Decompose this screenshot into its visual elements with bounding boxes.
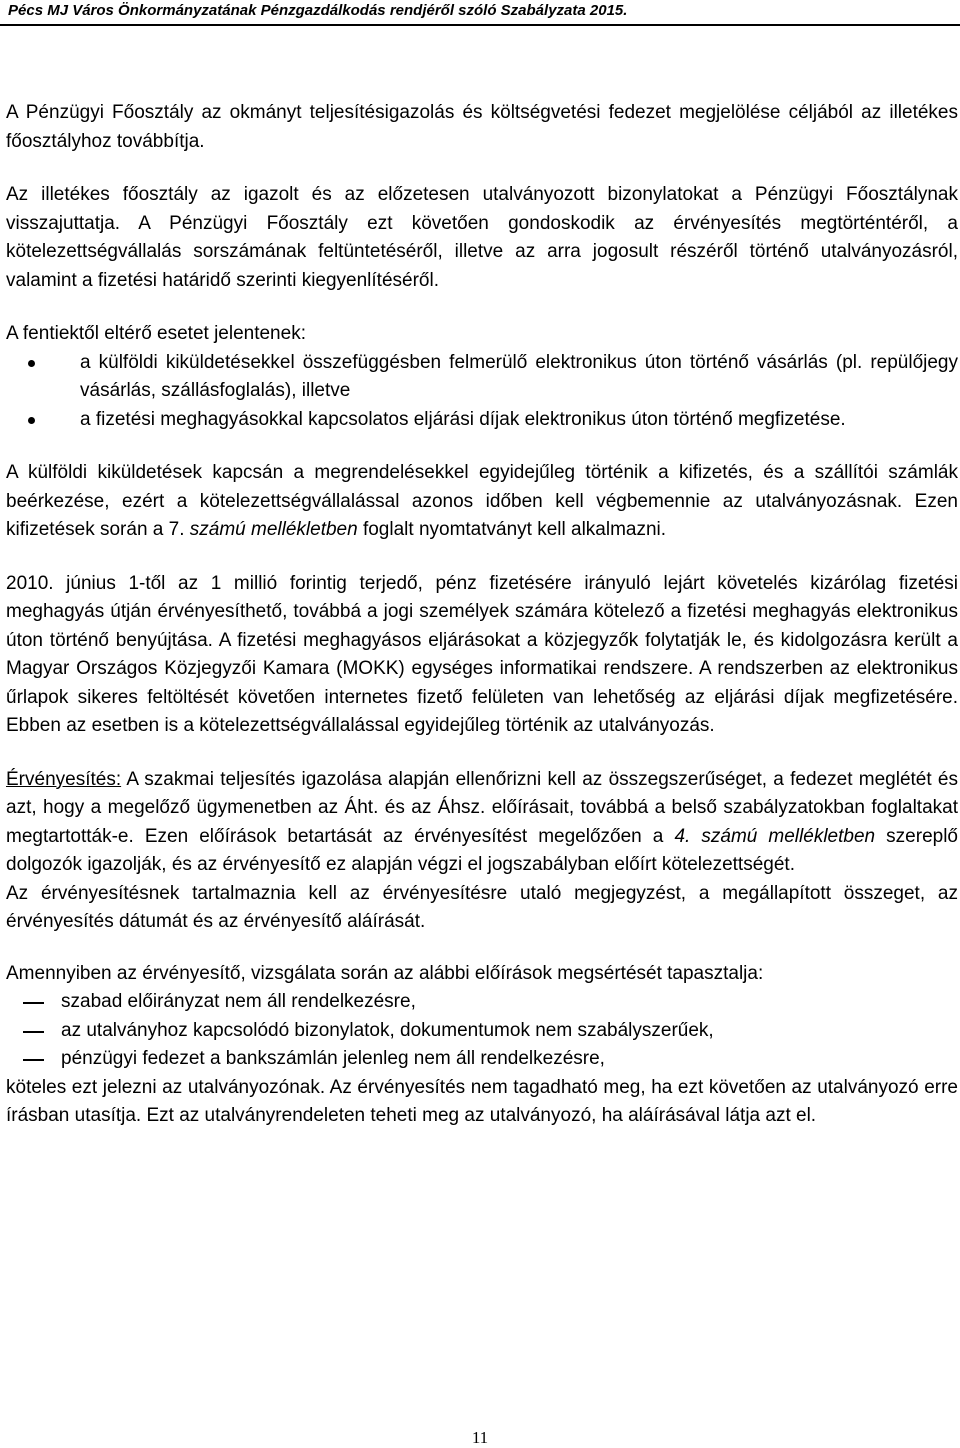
paragraph-violations-outcome: köteles ezt jelezni az utalványozónak. Az érvényesítés nem tagadható meg, ha ezt követően az utalványozó erre írásban utasítja. Ezt az utalványrendeleten teheti meg az utalványozó, ha aláírásával látja azt el.	[6, 1076, 958, 1126]
section-heading: Érvényesítés:	[6, 768, 122, 790]
paragraph-return-documents: Az illetékes főosztály az igazolt és az előzetesen utalványozott bizonylatokat a Pénzügyi Főosztálynak visszajuttatja. A Pénzügyi Főosztály ezt követően gondoskodik az érvényesítés megtörténtéről, a kötelezettségvállalás sorszámának feltüntetéséről, illetve az arra jogosult részéről történő utalványozásról, valamint a fizetési határidő szerinti kiegyenlítéséről.	[6, 184, 958, 291]
dash-marker	[23, 1031, 44, 1033]
list-item	[6, 349, 958, 406]
paragraph-forwarding: A Pénzügyi Főosztály az okmányt teljesítésigazolás és költségvetési fedezet megjelölése céljából az illetékes főosztályhoz továbbítja.	[6, 102, 958, 152]
page-number: 11	[471, 1428, 489, 1447]
list-item-text: a külföldi kiküldetésekkel összefüggésben felmerülő elektronikus úton történő vásárlás (pl. repülőjegy vásárlás, szállásfoglalás), illetve	[80, 351, 958, 401]
paragraph-payment-order: 2010. június 1-től az 1 millió forintig terjedő, pénz fizetésére irányuló lejárt követelés kizárólag fizetési meghagyás útján érvényesíthető, továbbá a jogi személyek számára kötelező a fizetési meghagyás elektronikus úton történő benyújtása. A fizetési meghagyásos eljárásokat a közjegyzők folytatják le, és kidolgozásra került a Magyar Országos Közjegyzői Kamara (MOKK) egységes informatikai rendszere. A rendszerben az elektronikus űrlapok sikeres feltöltését követően internetes fizető felületen van lehetőség az eljárási díjak megfizetésére. Ebben az esetben is a kötelezettségvállalással egyidejűleg történik az utalványozás.	[6, 572, 958, 736]
paragraph-text: szereplő dolgozók igazolják, és az érvényesítő ez alapján végzi el jogszabályban előírt kötelezettségét.	[6, 825, 958, 875]
paragraph-text: A szakmai teljesítés igazolása alapján ellenőrizni kell az összegszerűséget, a fedezet meglétét és azt, hogy a megelőző ügymenetben az Áht. és az Áhsz. előírásait, továbbá a belső szabályzatokban foglaltakat megtartották-e. Ezen előírások betartását az érvényesítést megelőzően a	[6, 768, 958, 847]
list-item	[6, 1017, 958, 1046]
paragraph-foreign-missions	[6, 459, 958, 545]
document-body	[6, 99, 958, 1131]
list-item-text: a fizetési meghagyásokkal kapcsolatos eljárási díjak elektronikus úton történő megfizetése.	[80, 408, 846, 430]
header-rule	[0, 24, 960, 26]
paragraph-violations-intro: Amennyiben az érvényesítő, vizsgálata során az alábbi előírások megsértését tapasztalja:	[6, 962, 764, 984]
list-item-text: pénzügyi fedezet a bankszámlán jelenleg nem áll rendelkezésre,	[61, 1048, 605, 1069]
exceptions-list	[6, 349, 958, 435]
paragraph-validation	[6, 766, 958, 880]
paragraph-validation-contents: Az érvényesítésnek tartalmaznia kell az érvényesítésre utaló megjegyzést, a megállapított összeget, az érvényesítés dátumát és az érvényesítő aláírását.	[6, 882, 958, 932]
list-item-text: az utalványhoz kapcsolódó bizonylatok, dokumentumok nem szabályszerűek,	[61, 1019, 714, 1041]
annex-reference: számú mellékletben	[189, 519, 358, 540]
list-item-text: szabad előirányzat nem áll rendelkezésre,	[61, 991, 416, 1012]
page-header: Pécs MJ Város Önkormányzatának Pénzgazdálkodás rendjéről szóló Szabályzata 2015.	[8, 2, 628, 19]
dash-marker	[23, 1059, 44, 1061]
dash-marker	[23, 1002, 44, 1004]
paragraph-text: foglalt nyomtatványt kell alkalmazni.	[357, 519, 667, 540]
annex-reference: 4. számú mellékletben	[674, 825, 876, 847]
list-item	[6, 988, 958, 1017]
paragraph-text: A külföldi kiküldetések kapcsán a megrendelésekkel egyidejűleg történik a kifizetés, és a szállítói számlák beérkezése, ezért a kötelezettségvállalással azonos időben kell végbemennie az utalványozásnak. Ezen kifizetések során a 7.	[6, 462, 958, 540]
list-item	[6, 406, 958, 435]
paragraph-exceptions-intro: A fentiektől eltérő esetet jelentenek:	[6, 323, 306, 344]
list-item	[6, 1045, 958, 1074]
violations-list	[6, 988, 958, 1074]
